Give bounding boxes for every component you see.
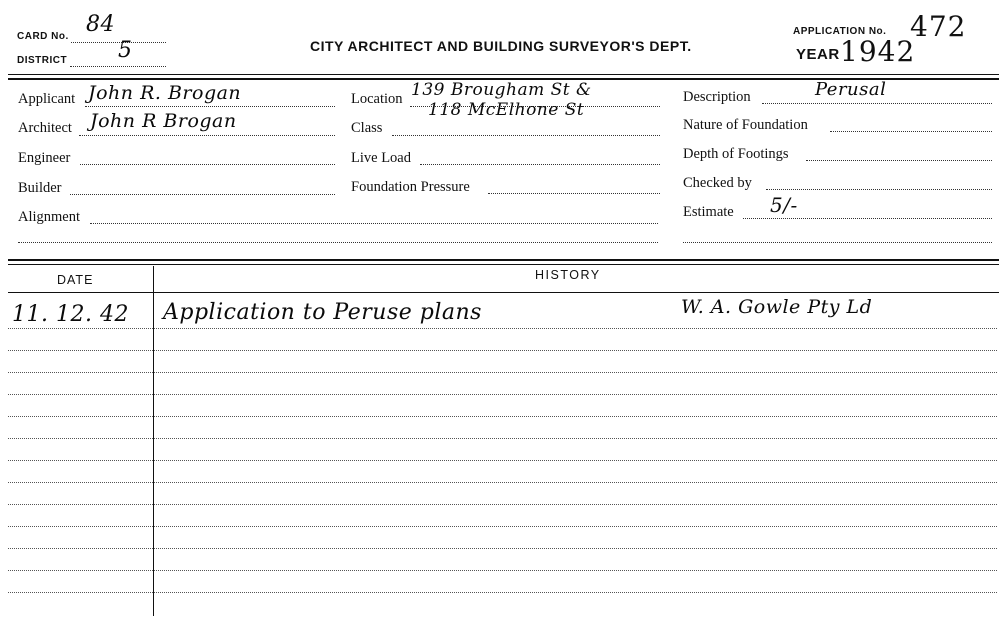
architect-value: John R Brogan bbox=[90, 110, 237, 132]
history-column-header: HISTORY bbox=[535, 268, 601, 282]
location-value-2: 118 McElhone St bbox=[428, 100, 585, 120]
engineer-label: Engineer bbox=[18, 150, 71, 166]
estimate-label: Estimate bbox=[683, 204, 734, 220]
description-value: Perusal bbox=[815, 79, 887, 100]
depth-of-footings-label: Depth of Footings bbox=[683, 146, 789, 162]
builder-label: Builder bbox=[18, 180, 62, 196]
location-label: Location bbox=[351, 91, 403, 107]
architect-line bbox=[79, 135, 335, 136]
live-load-label: Live Load bbox=[351, 150, 411, 166]
nature-of-foundation-label: Nature of Foundation bbox=[683, 117, 808, 133]
live-load-line bbox=[420, 164, 660, 165]
application-no-value: 472 bbox=[910, 10, 967, 43]
history-row-by: W. A. Gowle Pty Ld bbox=[681, 296, 873, 318]
card-no-value: 84 bbox=[86, 12, 115, 37]
history-row-date: 11. 12. 42 bbox=[12, 302, 129, 327]
estimate-line bbox=[743, 218, 992, 219]
year-value: 1942 bbox=[840, 35, 916, 68]
alignment-line bbox=[90, 223, 658, 224]
date-column-header: DATE bbox=[57, 273, 94, 287]
card-no-label: CARD No. bbox=[17, 31, 69, 42]
district-line bbox=[70, 66, 166, 67]
application-no-label: APPLICATION No. bbox=[793, 26, 887, 37]
description-line bbox=[762, 103, 992, 104]
nature-of-foundation-line bbox=[830, 131, 992, 132]
location-value-1: 139 Brougham St & bbox=[411, 80, 592, 100]
blank-line bbox=[18, 242, 658, 243]
estimate-value: 5/- bbox=[770, 193, 798, 217]
applicant-value: John R. Brogan bbox=[88, 82, 242, 104]
foundation-pressure-label: Foundation Pressure bbox=[351, 179, 470, 195]
district-label: DISTRICT bbox=[17, 55, 68, 66]
foundation-pressure-line bbox=[488, 193, 660, 194]
class-line bbox=[392, 135, 660, 136]
description-label: Description bbox=[683, 89, 751, 105]
checked-by-line bbox=[766, 189, 992, 190]
applicant-label: Applicant bbox=[18, 91, 76, 107]
checked-by-label: Checked by bbox=[683, 175, 752, 191]
history-header-rule bbox=[8, 292, 999, 293]
district-value: 5 bbox=[118, 38, 133, 63]
top-rule-thin bbox=[8, 74, 999, 75]
builder-line bbox=[70, 194, 335, 195]
alignment-label: Alignment bbox=[18, 209, 81, 225]
year-label: YEAR bbox=[796, 46, 840, 63]
right-blank-line bbox=[683, 242, 992, 243]
architect-label: Architect bbox=[18, 120, 72, 136]
depth-of-footings-line bbox=[806, 160, 992, 161]
mid-rule-thin bbox=[8, 264, 999, 265]
history-column-divider bbox=[153, 266, 154, 616]
class-label: Class bbox=[351, 120, 383, 136]
mid-rule-thick bbox=[8, 259, 999, 261]
applicant-line bbox=[85, 106, 335, 107]
card-title: CITY ARCHITECT AND BUILDING SURVEYOR'S DEPT. bbox=[310, 38, 692, 54]
engineer-line bbox=[80, 164, 335, 165]
history-row-text: Application to Peruse plans bbox=[163, 300, 482, 325]
